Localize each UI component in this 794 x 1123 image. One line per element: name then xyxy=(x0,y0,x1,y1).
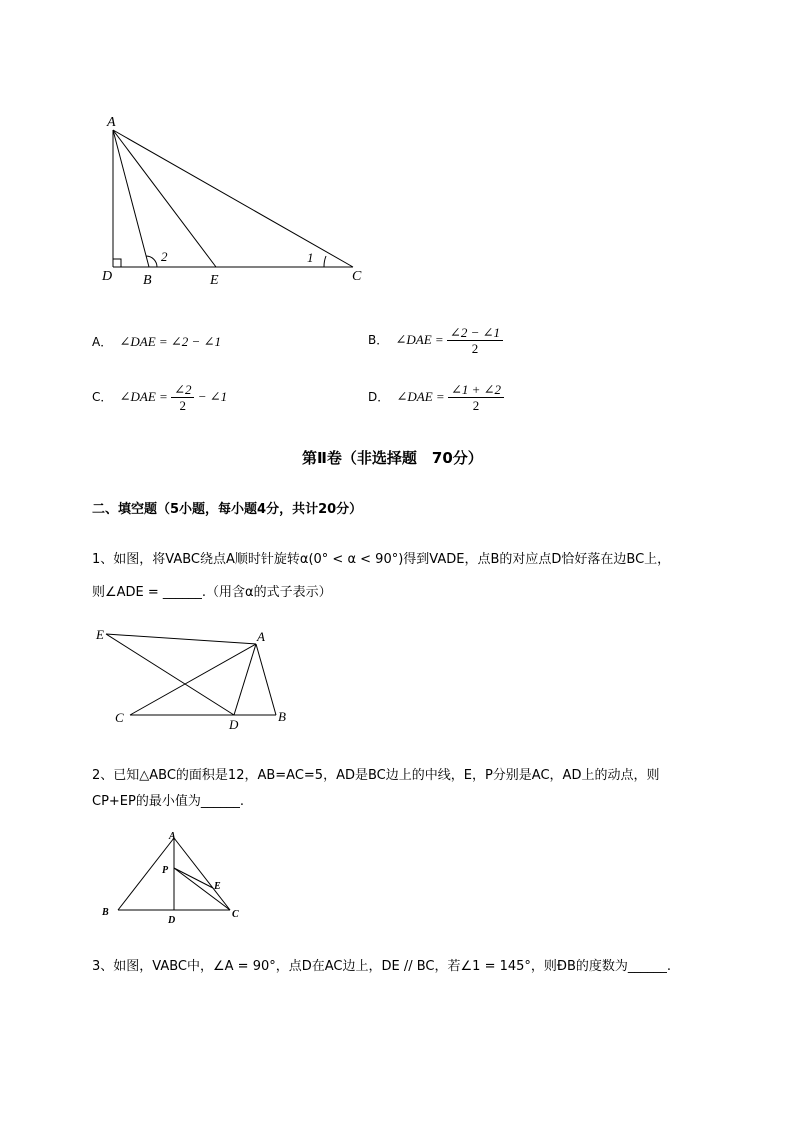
option-d-lhs: ∠DAE = xyxy=(396,388,445,404)
option-a xyxy=(92,333,221,350)
label-E: E xyxy=(210,273,219,288)
option-b-numerator: ∠2 − ∠1 xyxy=(447,325,503,341)
q1-label-E: E xyxy=(96,627,104,642)
option-b-lhs: ∠DAE = xyxy=(395,331,444,347)
q1-line1: 1、如图，将VABC绕点A顺时针旋转α(0° < α < 90°)得到VADE，点B的对应点D恰好落在边BC上， xyxy=(92,552,671,567)
q1-label-B: B xyxy=(278,709,286,724)
option-b-denominator: 2 xyxy=(471,341,479,356)
figure-q2 xyxy=(98,828,248,926)
option-d-fraction xyxy=(448,382,504,414)
q2-label-A: A xyxy=(169,831,176,842)
option-c xyxy=(92,382,227,414)
option-c-numerator: ∠2 xyxy=(171,382,194,398)
q2-label-C: C xyxy=(232,909,239,920)
q2-label-B: B xyxy=(102,907,109,918)
option-a-lhs: ∠DAE = xyxy=(119,334,168,349)
q1-label-A: A xyxy=(257,629,265,644)
q1-label-D: D xyxy=(229,717,239,732)
figure-triangle-adc xyxy=(95,108,380,293)
figure-q1 xyxy=(92,625,302,735)
q2-line2: CP+EP的最小值为______. xyxy=(92,794,244,809)
option-d-letter: D． xyxy=(368,389,390,404)
label-angle-1: 1 xyxy=(307,250,314,265)
label-A: A xyxy=(107,115,116,130)
label-B: B xyxy=(143,273,152,288)
option-d-denominator: 2 xyxy=(472,398,480,413)
option-c-denominator: 2 xyxy=(179,398,187,413)
option-c-letter: C． xyxy=(92,389,113,404)
q2-label-E: E xyxy=(214,881,221,892)
label-angle-2: 2 xyxy=(161,249,168,264)
option-b-fraction xyxy=(447,325,503,357)
option-b xyxy=(368,325,503,357)
section-title: 第Ⅱ卷（非选择题 70分） xyxy=(302,449,483,467)
section2-title: 二、填空题（5小题，每小题4分，共计20分） xyxy=(92,502,363,517)
option-b-letter: B． xyxy=(368,332,389,347)
label-D: D xyxy=(102,269,113,284)
q2-line1: 2、已知△ABC的面积是12，AB=AC=5，AD是BC边上的中线，E，P分别是AC，AD上的动点，则 xyxy=(92,768,660,783)
option-d-numerator: ∠1 + ∠2 xyxy=(448,382,504,398)
option-a-expr: ∠2 − ∠1 xyxy=(170,334,221,349)
q3-line1: 3、如图，VABC中，∠A = 90°，点D在AC边上，DE // BC，若∠1 = 145°，则ÐB的度数为______. xyxy=(92,959,672,974)
option-c-tail: − ∠1 xyxy=(197,388,228,404)
option-c-fraction xyxy=(171,382,194,414)
option-a-letter: A． xyxy=(92,335,113,349)
q2-label-P: P xyxy=(162,865,169,876)
q1-label-C: C xyxy=(115,710,124,725)
option-c-lhs: ∠DAE = xyxy=(119,388,168,404)
q2-label-D: D xyxy=(168,915,176,926)
q1-line2: 则∠ADE = ______.（用含α的式子表示） xyxy=(92,585,332,600)
label-C: C xyxy=(352,269,362,284)
option-d xyxy=(368,382,504,414)
